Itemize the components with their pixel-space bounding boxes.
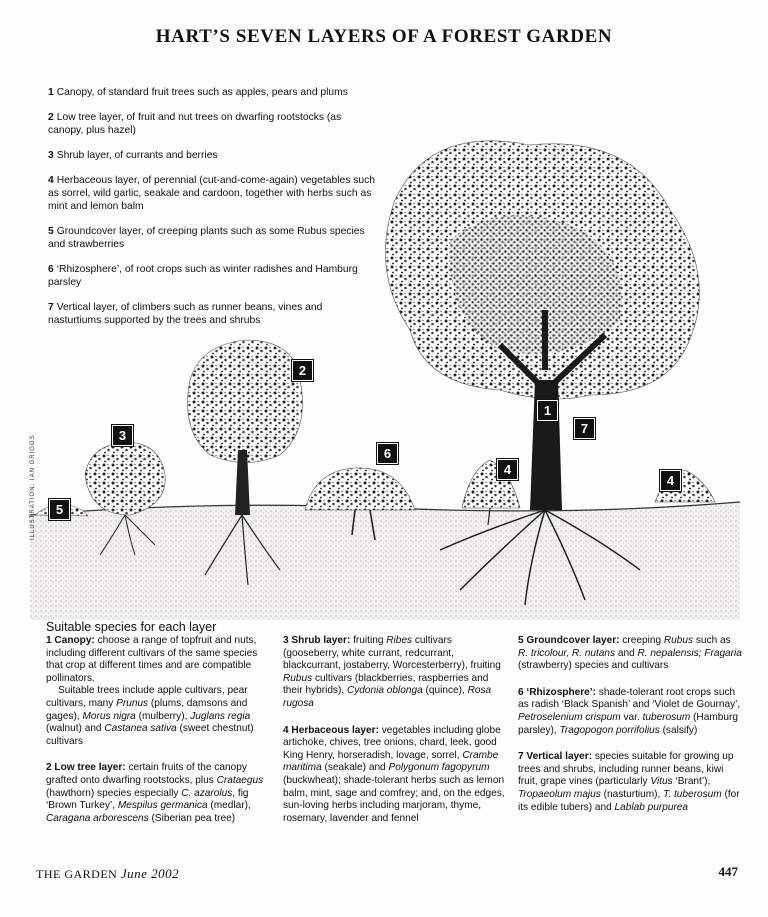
marker-layer-3: 3 — [112, 425, 133, 446]
species-heading: Suitable species for each layer — [46, 620, 217, 634]
forest-garden-illustration — [30, 130, 740, 620]
groundcover-species: 5 Groundcover layer: creeping Rubus such as R. tricolour, R. nutans and R. nepalensis; Fragaria (strawberry) species and cultivars — [518, 635, 742, 672]
soil-band — [30, 502, 740, 620]
canopy-species: 1 Canopy: choose a range of topfruit and nuts, including different cultivars of the same species that crop at different times and are compatible pollinators. Suitable trees include apple cultivars, pear cultivars, many Prunus (plums, damsons and gages), Morus nigra (mulberry), Juglans regia (walnut) and Castanea sativa (sweet chestnut) cultivars — [46, 635, 258, 747]
layer-item-3: 3 Shrub layer, of currants and berries — [48, 150, 218, 161]
marker-layer-6: 6 — [377, 443, 398, 464]
herbaceous-species: 4 Herbaceous layer: vegetables including globe artichoke, chives, tree onions, chard, leek, good King Henry, horseradish, lovage, sorrel, Crambe maritima (seakale) and Polygonum fagopyrum (buckwheat); shade-tolerant herbs such as lemon balm, mint, sage and comfrey; and, on the edges, sun-loving herbs including marjoram, thyme, rosemary, lavender and fennel — [283, 724, 505, 824]
marker-layer-7: 7 — [574, 418, 595, 439]
layer-item-4: 4 Herbaceous layer, of perennial (cut-and-come-again) vegetables such as sorrel, wild garlic, seakale and cardoon, together with herbs such as mint and lemon balm — [48, 175, 375, 212]
shrub-species: 3 Shrub layer: fruiting Ribes cultivars (gooseberry, white currant, redcurrant, blackcurrant, jostaberry, Worcesterberry), fruiting Rubus cultivars (blackberries, raspberries and their hybrids), Cydonia oblonga (quince), Rosa rugosa — [283, 635, 501, 709]
species-column-2 — [283, 635, 508, 839]
page-title: HART’S SEVEN LAYERS OF A FOREST GARDEN — [155, 26, 613, 47]
layer-item-5: 5 Groundcover layer, of creeping plants such as some Rubus species and strawberries — [48, 226, 365, 250]
layer-item-1: 1 Canopy, of standard fruit trees such as apples, pears and plums — [48, 87, 348, 98]
magazine-footer: THE GARDEN June 2002 — [36, 866, 180, 881]
rhizosphere-species: 6 ‘Rhizosphere’: shade-tolerant root crops such as radish ‘Black Spanish’ and ‘Violet de Gournay’, Petroselenium crispum var. tuberosum (Hamburg parsley), Tragopogon porrifolius (salsify) — [518, 686, 741, 736]
marker-layer-4-left: 4 — [497, 459, 518, 480]
layer-item-2: 2 Low tree layer, of fruit and nut trees on dwarfing rootstocks (as canopy, plus hazel) — [48, 112, 342, 136]
layer-item-7: 7 Vertical layer, of climbers such as runner beans, vines and nasturtiums supported by the trees and shrubs — [48, 302, 323, 326]
low-tree-species: 2 Low tree layer: certain fruits of the canopy grafted onto dwarfing rootstocks, plus Crataegus (hawthorn) species especially C. azarolus, fig ‘Brown Turkey’, Mespilus germanica (medlar), Caragana arborescens (Siberian pea tree) — [46, 762, 264, 824]
marker-layer-5: 5 — [49, 499, 70, 520]
species-column-1 — [46, 635, 276, 839]
vertical-species: 7 Vertical layer: species suitable for growing up trees and shrubs, including runner beans, kiwi fruit, grape vines (particularly Vitus ‘Brant’), Tropaeolum majus (nasturtium), T. tuberosum (for its edible tubers) and Lablab purpurea — [518, 751, 740, 813]
marker-layer-1: 1 — [537, 400, 558, 421]
layer-item-6: 6 ‘Rhizosphere’, of root crops such as winter radishes and Hamburg parsley — [48, 264, 358, 288]
illustration-credit: ILLUSTRATION: IAN GRIGGS — [30, 434, 36, 540]
page-number: 447 — [718, 864, 738, 879]
marker-layer-4-right: 4 — [660, 470, 681, 491]
species-column-3 — [518, 635, 743, 828]
marker-layer-2: 2 — [292, 360, 313, 381]
